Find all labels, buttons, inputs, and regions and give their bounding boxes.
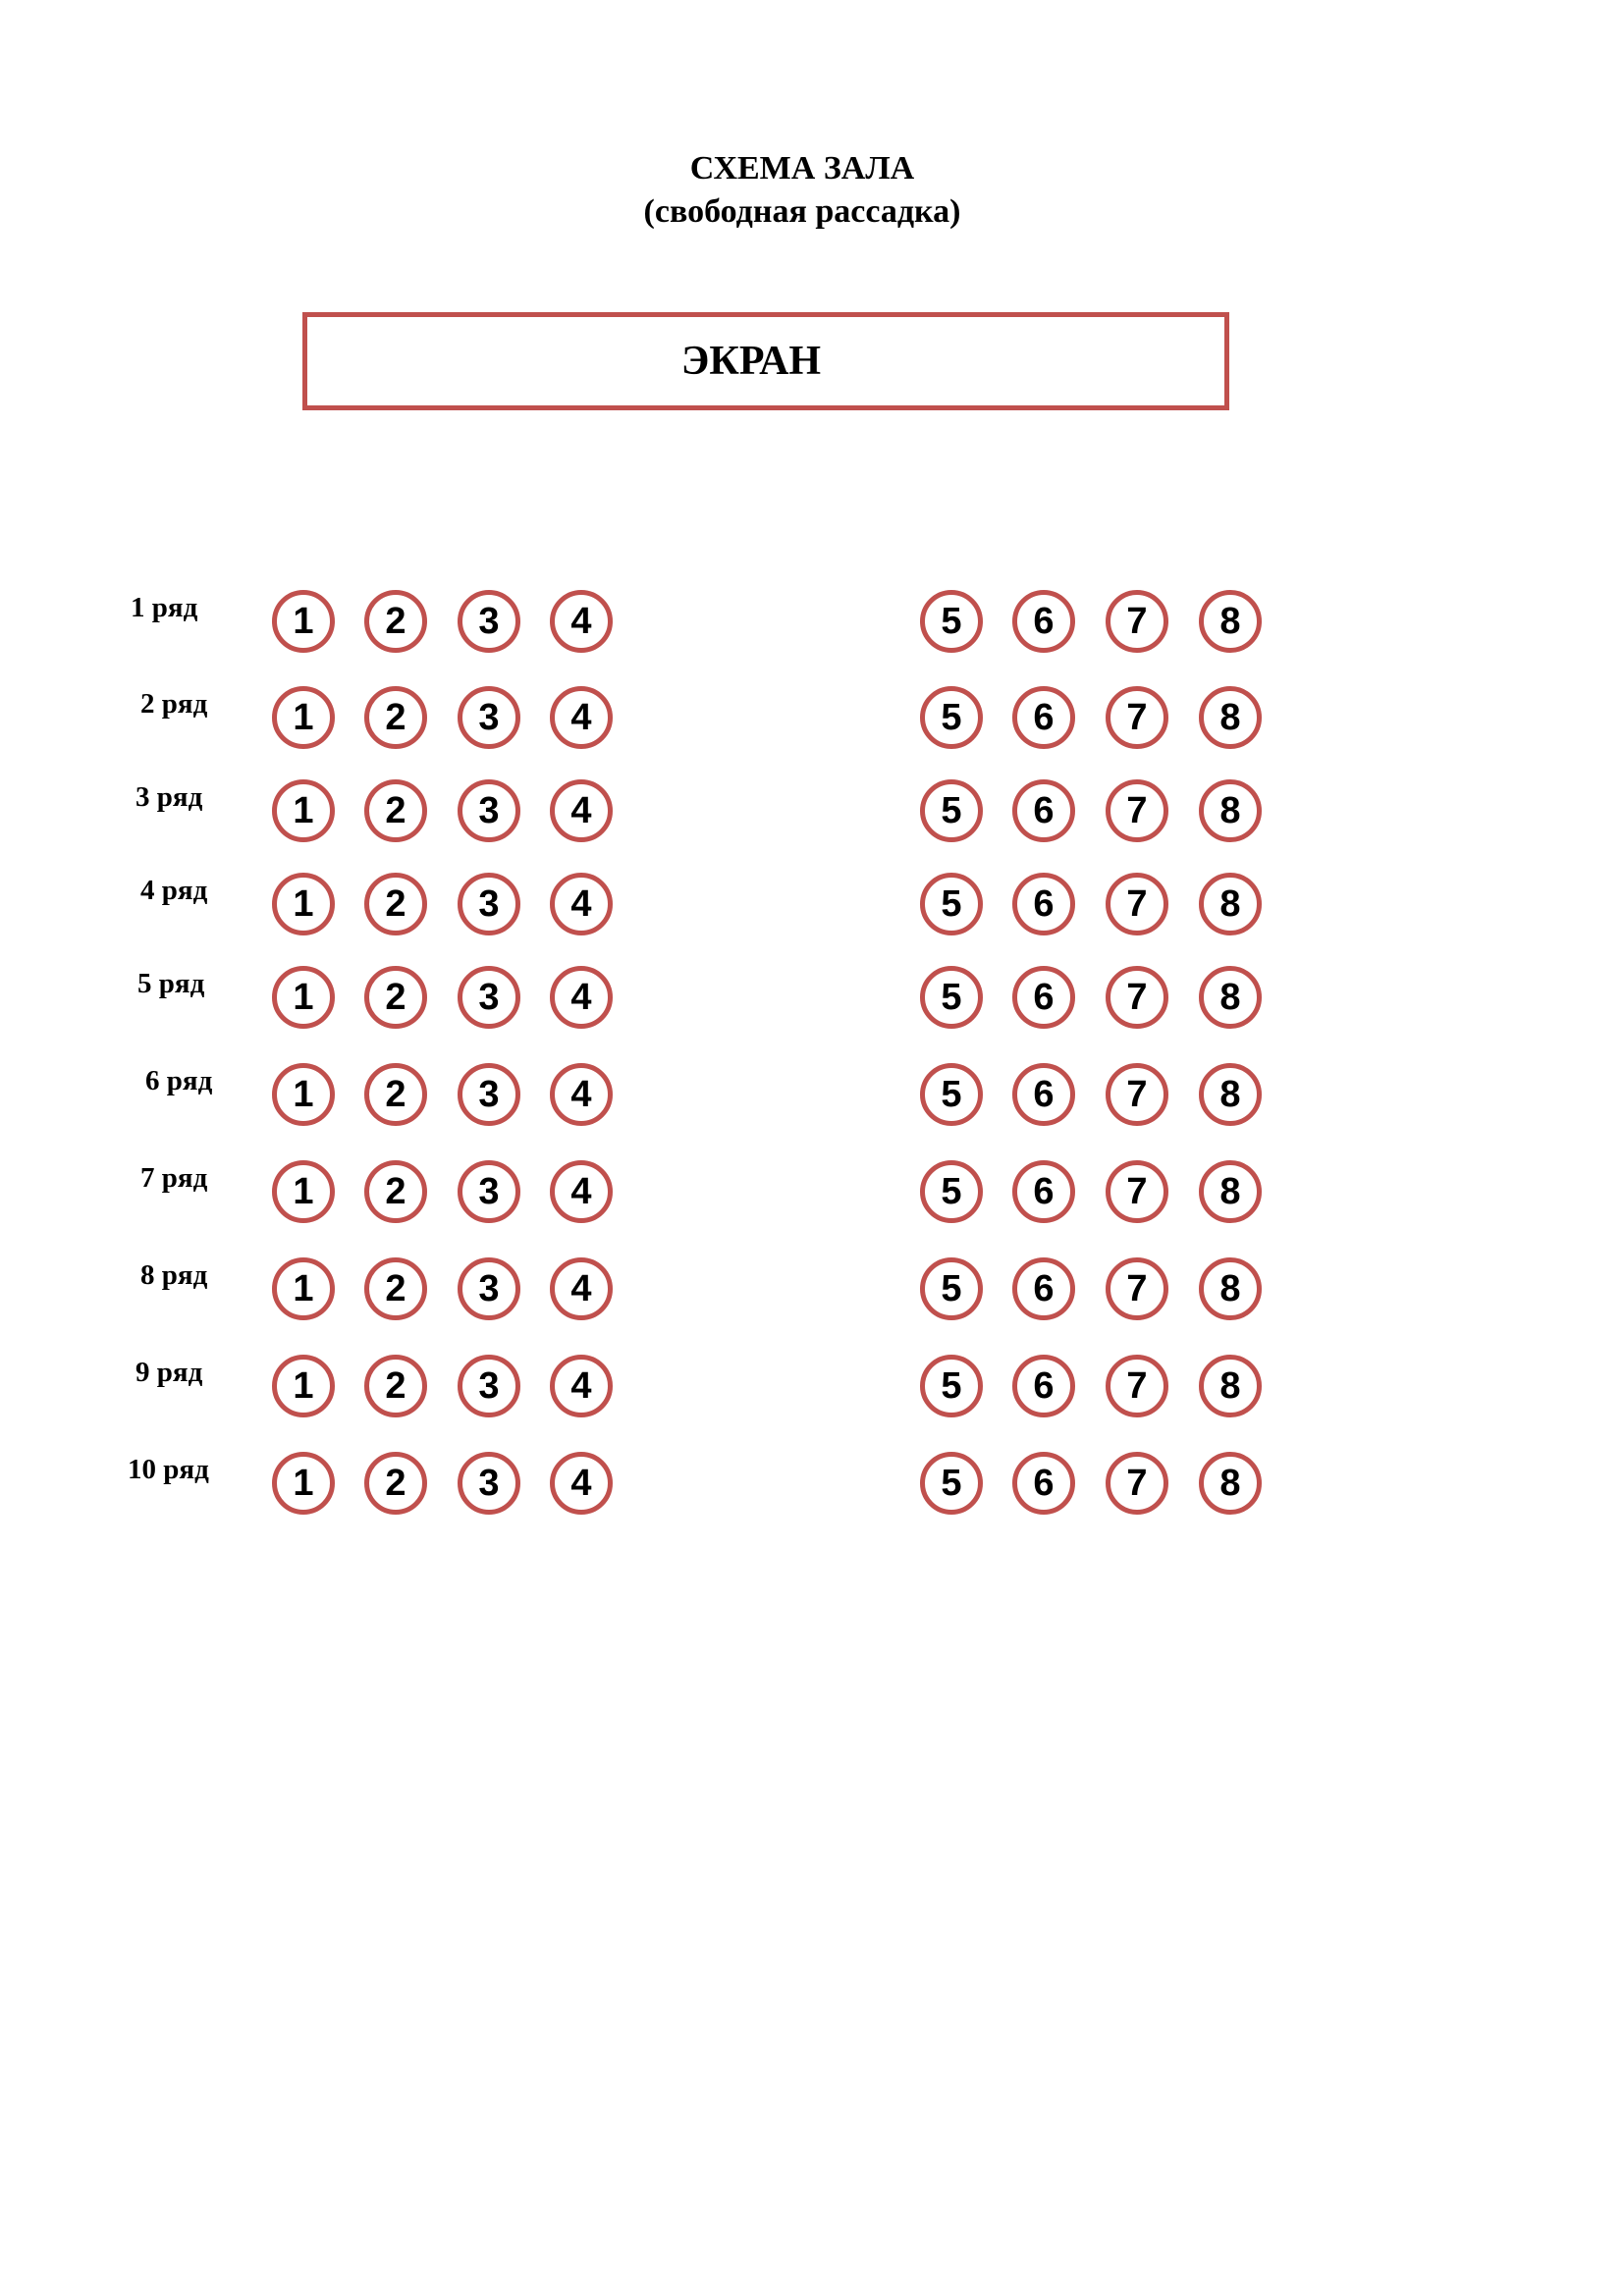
seat[interactable]: 5: [920, 873, 983, 935]
seat[interactable]: 2: [364, 686, 427, 749]
seat[interactable]: 7: [1106, 873, 1168, 935]
seat[interactable]: 5: [920, 590, 983, 653]
seat[interactable]: 2: [364, 1160, 427, 1223]
seat[interactable]: 6: [1012, 1452, 1075, 1515]
seat[interactable]: 1: [272, 779, 335, 842]
seat[interactable]: 8: [1199, 966, 1262, 1029]
seat[interactable]: 2: [364, 1257, 427, 1320]
seat[interactable]: 8: [1199, 1257, 1262, 1320]
page-subtitle: (свободная рассадка): [643, 193, 961, 230]
seat[interactable]: 1: [272, 873, 335, 935]
seat[interactable]: 4: [550, 686, 613, 749]
row-label: 6 ряд: [145, 1065, 213, 1096]
seat[interactable]: 6: [1012, 1063, 1075, 1126]
seat[interactable]: 3: [458, 1063, 520, 1126]
seat[interactable]: 1: [272, 1452, 335, 1515]
seat[interactable]: 2: [364, 1355, 427, 1417]
seat[interactable]: 6: [1012, 779, 1075, 842]
page-title: СХЕМА ЗАЛА: [689, 150, 915, 187]
seat[interactable]: 8: [1199, 1160, 1262, 1223]
seat[interactable]: 4: [550, 1160, 613, 1223]
seat[interactable]: 8: [1199, 1355, 1262, 1417]
seat[interactable]: 5: [920, 686, 983, 749]
seat[interactable]: 3: [458, 686, 520, 749]
seat[interactable]: 5: [920, 779, 983, 842]
seat[interactable]: 6: [1012, 1257, 1075, 1320]
seat[interactable]: 3: [458, 873, 520, 935]
seat[interactable]: 7: [1106, 779, 1168, 842]
seat[interactable]: 4: [550, 590, 613, 653]
seat[interactable]: 1: [272, 1257, 335, 1320]
row-label: 3 ряд: [135, 781, 203, 813]
seat[interactable]: 3: [458, 779, 520, 842]
seat[interactable]: 6: [1012, 1160, 1075, 1223]
seat[interactable]: 5: [920, 1452, 983, 1515]
seat[interactable]: 7: [1106, 1452, 1168, 1515]
screen-label: ЭКРАН: [680, 339, 822, 384]
row-label: 10 ряд: [128, 1454, 209, 1485]
seat[interactable]: 2: [364, 966, 427, 1029]
seat[interactable]: 3: [458, 590, 520, 653]
row-label: 2 ряд: [140, 688, 208, 720]
seat[interactable]: 4: [550, 1452, 613, 1515]
seat[interactable]: 7: [1106, 686, 1168, 749]
seat[interactable]: 3: [458, 1257, 520, 1320]
seat[interactable]: 1: [272, 966, 335, 1029]
seat[interactable]: 7: [1106, 966, 1168, 1029]
seat[interactable]: 3: [458, 1160, 520, 1223]
seat[interactable]: 5: [920, 966, 983, 1029]
seat[interactable]: 1: [272, 1355, 335, 1417]
row-label: 8 ряд: [140, 1259, 208, 1291]
seat[interactable]: 7: [1106, 1257, 1168, 1320]
seat[interactable]: 4: [550, 873, 613, 935]
seat[interactable]: 8: [1199, 1063, 1262, 1126]
seat[interactable]: 6: [1012, 873, 1075, 935]
seat[interactable]: 4: [550, 1063, 613, 1126]
seat[interactable]: 5: [920, 1160, 983, 1223]
seat[interactable]: 8: [1199, 873, 1262, 935]
seat[interactable]: 1: [272, 590, 335, 653]
seat[interactable]: 2: [364, 779, 427, 842]
seat[interactable]: 7: [1106, 1063, 1168, 1126]
seat[interactable]: 6: [1012, 590, 1075, 653]
row-label: 4 ряд: [140, 875, 208, 906]
screen-box: [302, 312, 1229, 410]
seat[interactable]: 5: [920, 1257, 983, 1320]
seat[interactable]: 6: [1012, 966, 1075, 1029]
seat[interactable]: 8: [1199, 590, 1262, 653]
seat[interactable]: 2: [364, 590, 427, 653]
seat[interactable]: 2: [364, 873, 427, 935]
seat[interactable]: 4: [550, 1257, 613, 1320]
seat[interactable]: 5: [920, 1063, 983, 1126]
seat[interactable]: 2: [364, 1063, 427, 1126]
seat[interactable]: 1: [272, 686, 335, 749]
seat[interactable]: 8: [1199, 1452, 1262, 1515]
row-label: 7 ряд: [140, 1162, 208, 1194]
seat[interactable]: 7: [1106, 590, 1168, 653]
seat[interactable]: 8: [1199, 779, 1262, 842]
row-label: 1 ряд: [131, 592, 198, 623]
seat[interactable]: 4: [550, 966, 613, 1029]
seat[interactable]: 7: [1106, 1160, 1168, 1223]
seat[interactable]: 1: [272, 1063, 335, 1126]
seat[interactable]: 6: [1012, 1355, 1075, 1417]
seat[interactable]: 3: [458, 966, 520, 1029]
row-label: 5 ряд: [137, 968, 205, 999]
seat[interactable]: 7: [1106, 1355, 1168, 1417]
seat[interactable]: 6: [1012, 686, 1075, 749]
page-header: [0, 147, 1604, 234]
seat[interactable]: 3: [458, 1355, 520, 1417]
seat[interactable]: 1: [272, 1160, 335, 1223]
seat[interactable]: 4: [550, 779, 613, 842]
seat[interactable]: 8: [1199, 686, 1262, 749]
seat[interactable]: 2: [364, 1452, 427, 1515]
seat[interactable]: 5: [920, 1355, 983, 1417]
seat[interactable]: 3: [458, 1452, 520, 1515]
row-label: 9 ряд: [135, 1357, 203, 1388]
seat[interactable]: 4: [550, 1355, 613, 1417]
